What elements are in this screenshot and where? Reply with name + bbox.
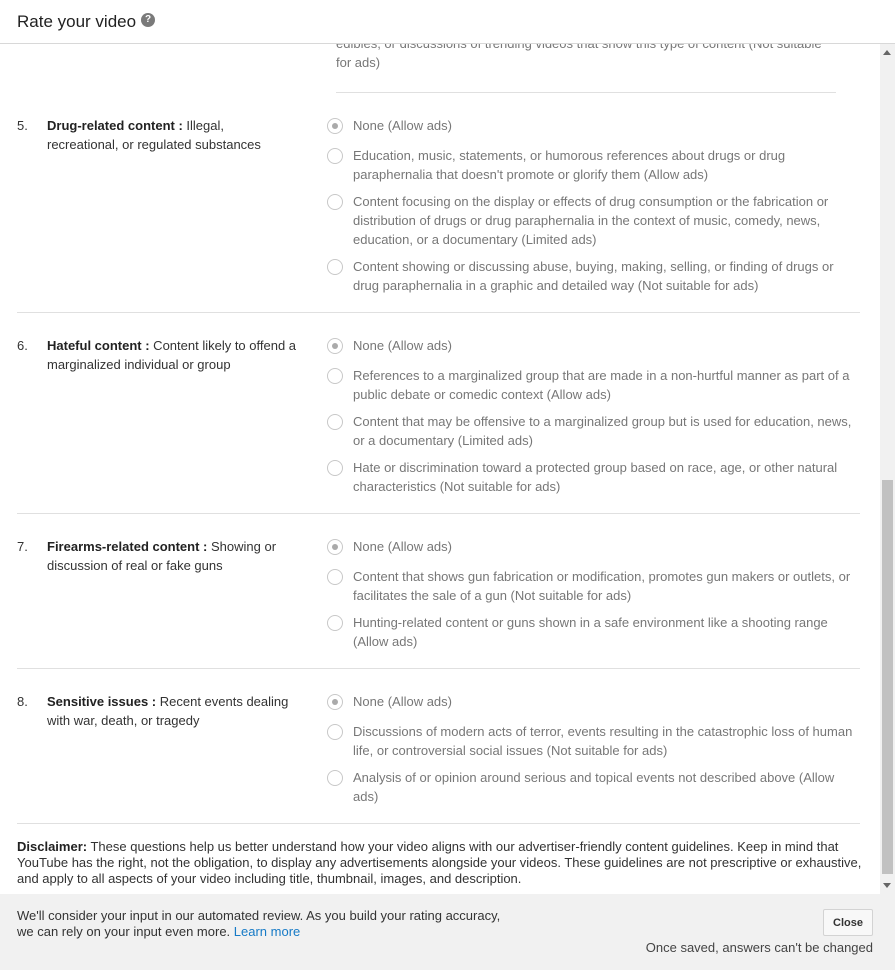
scroll-up-arrow-icon[interactable] [883, 50, 891, 55]
option-label: None (Allow ads) [353, 694, 452, 709]
dialog-footer [0, 894, 895, 970]
radio-button[interactable] [327, 338, 343, 354]
radio-button[interactable] [327, 194, 343, 210]
radio-button[interactable] [327, 118, 343, 134]
option-label: Content focusing on the display or effects of drug consumption or the fabrication or distribution of drugs or drug paraphernalia in the context of music, comedy, news, education, or a documentary (Limited ads) [353, 194, 829, 247]
radio-option[interactable] [327, 722, 860, 760]
radio-option[interactable] [327, 692, 860, 711]
question-label [17, 336, 327, 496]
radio-option[interactable] [327, 567, 860, 605]
help-icon[interactable]: ? [141, 13, 155, 27]
option-label: None (Allow ads) [353, 118, 452, 133]
vertical-scrollbar[interactable] [880, 44, 895, 894]
question-7 [0, 514, 880, 668]
option-label: Hate or discrimination toward a protected group based on race, age, or other natural characteristics (Not suitable for ads) [353, 460, 838, 494]
radio-option[interactable] [327, 458, 860, 496]
option-group [327, 537, 860, 651]
disclaimer-text: These questions help us better understand how your video aligns with our advertiser-friendly content guidelines. Keep in mind that YouTube has the right, not the obligation, to display any advertisements alongside your videos. These guidelines are not prescriptive or exhaustive, and apply to all aspects of your video including title, thumbnail, images, and description. [17, 839, 862, 886]
radio-button[interactable] [327, 460, 343, 476]
option-label: Hunting-related content or guns shown in a safe environment like a shooting range (Allow ads) [353, 615, 828, 649]
option-label: Discussions of modern acts of terror, events resulting in the catastrophic loss of human life, or controversial social issues (Not suitable for ads) [353, 724, 853, 758]
option-label: Analysis of or opinion around serious and topical events not described above (Allow ads) [353, 770, 835, 804]
radio-option[interactable] [327, 613, 860, 651]
questions-scroll-area[interactable] [0, 44, 880, 894]
radio-option[interactable] [327, 336, 860, 355]
questions-list [0, 93, 880, 824]
radio-button[interactable] [327, 569, 343, 585]
scrollbar-thumb[interactable] [882, 480, 893, 874]
question-description: Showing or discussion of real or fake guns [47, 539, 277, 573]
dialog-header [0, 0, 895, 44]
option-label: None (Allow ads) [353, 539, 452, 554]
radio-option[interactable] [327, 537, 860, 556]
footer-text: We'll consider your input in our automated review. As you build your rating accuracy, we can rely on your input even more. [17, 908, 501, 939]
question-label [17, 116, 327, 295]
question-5 [0, 93, 880, 312]
question-6 [0, 313, 880, 513]
option-label: None (Allow ads) [353, 338, 452, 353]
scroll-down-arrow-icon[interactable] [883, 883, 891, 888]
option-group [327, 336, 860, 496]
question-number: 5. [17, 118, 28, 133]
disclaimer-label: Disclaimer: [17, 839, 88, 854]
footer-message [17, 908, 517, 940]
radio-button[interactable] [327, 148, 343, 164]
option-label: Content that may be offensive to a marginalized group but is used for education, news, or a documentary (Limited ads) [353, 414, 852, 448]
questions-content [0, 23, 880, 887]
question-label [17, 537, 327, 651]
learn-more-link[interactable]: Learn more [233, 924, 301, 939]
question-number: 8. [17, 694, 28, 709]
question-text [47, 692, 297, 806]
radio-button[interactable] [327, 259, 343, 275]
question-text [47, 116, 297, 295]
radio-button[interactable] [327, 770, 343, 786]
question-number: 6. [17, 338, 28, 353]
radio-option[interactable] [327, 116, 860, 135]
radio-button[interactable] [327, 724, 343, 740]
option-label: Content that shows gun fabrication or modification, promotes gun makers or outlets, or facilitates the sale of a gun (Not suitable for ads) [353, 569, 851, 603]
radio-button[interactable] [327, 368, 343, 384]
option-label: Content showing or discussing abuse, buying, making, selling, or finding of drugs or drug paraphernalia in a graphic and detailed way (Not suitable for ads) [353, 259, 834, 293]
radio-button[interactable] [327, 694, 343, 710]
disclaimer [0, 824, 880, 887]
question-title: Sensitive issues : [47, 694, 157, 709]
question-title: Firearms-related content : [47, 539, 208, 554]
close-button[interactable]: Close [823, 909, 873, 936]
radio-button[interactable] [327, 539, 343, 555]
radio-option[interactable] [327, 192, 860, 249]
question-8 [0, 669, 880, 823]
question-number: 7. [17, 539, 28, 554]
radio-option[interactable] [327, 257, 860, 295]
question-title: Hateful content : [47, 338, 150, 353]
radio-button[interactable] [327, 414, 343, 430]
dialog-title: Rate your video [17, 11, 137, 31]
option-group [327, 116, 860, 295]
option-group [327, 692, 860, 806]
question-description: Illegal, recreational, or regulated substances [47, 118, 261, 152]
radio-option[interactable] [327, 366, 860, 404]
save-note: Once saved, answers can't be changed [645, 940, 873, 955]
question-description: Content likely to offend a marginalized individual or group [47, 338, 297, 372]
option-label: for ads) [336, 55, 381, 70]
radio-option[interactable] [327, 146, 860, 184]
question-title: Drug-related content : [47, 118, 183, 133]
question-text [47, 537, 297, 651]
radio-button[interactable] [327, 615, 343, 631]
question-label [17, 692, 327, 806]
radio-option[interactable] [327, 768, 860, 806]
option-label: Education, music, statements, or humorous references about drugs or drug paraphernalia that doesn't promote or glorify them (Allow ads) [353, 148, 786, 182]
radio-option[interactable] [327, 412, 860, 450]
option-label: References to a marginalized group that are made in a non-hurtful manner as part of a public debate or comedic context (Allow ads) [353, 368, 850, 402]
question-description: Recent events dealing with war, death, or tragedy [47, 694, 289, 728]
question-text [47, 336, 297, 496]
